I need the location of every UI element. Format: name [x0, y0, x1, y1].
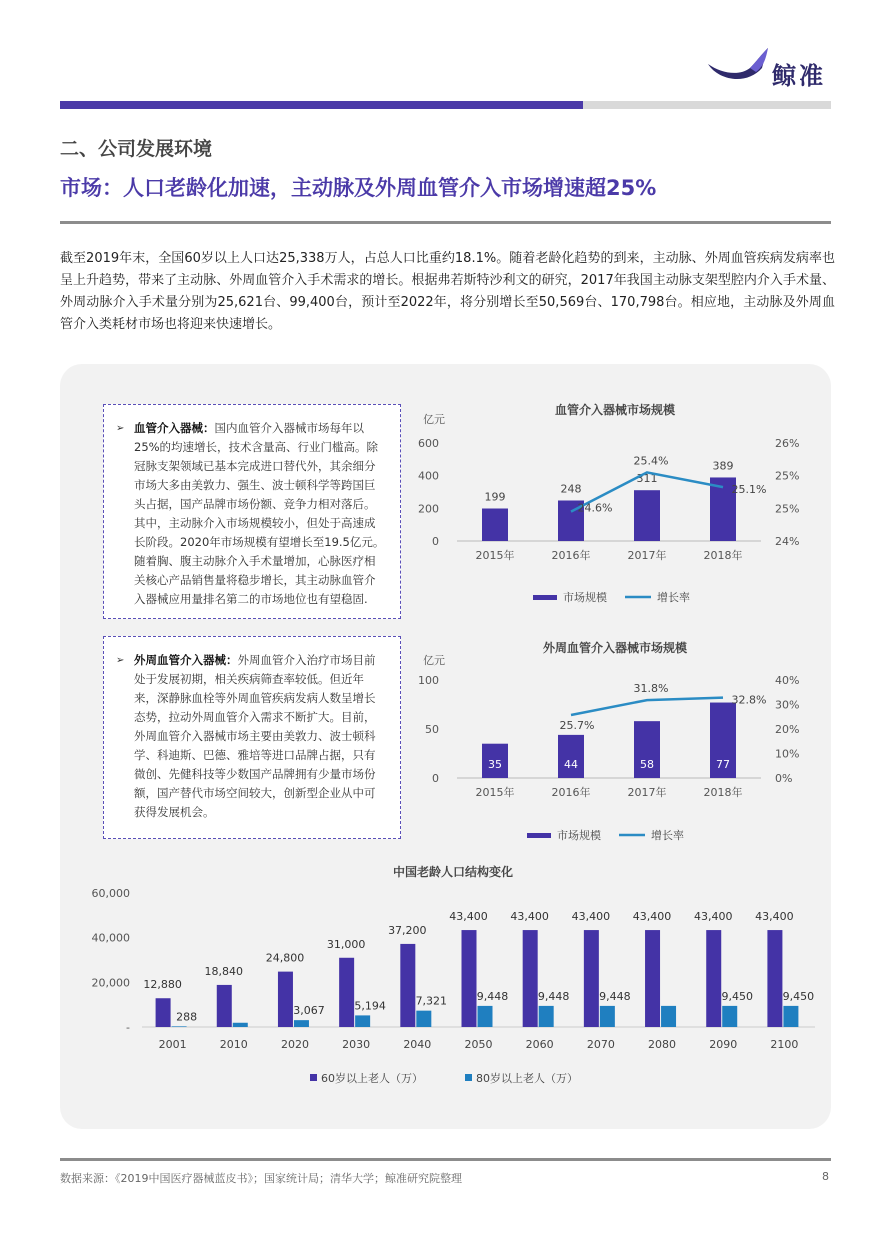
legend-label-line: 增长率 [651, 829, 684, 842]
bar-data-label: 77 [716, 758, 730, 771]
x-tick-label: 2001 [158, 1038, 187, 1051]
bar-60-plus [339, 958, 354, 1027]
y-left-tick: 400 [418, 469, 439, 483]
y-tick-label: 40,000 [91, 931, 130, 945]
bar-60-plus [462, 930, 477, 1027]
bar-data-label: 9,448 [537, 989, 570, 1003]
x-tick-label: 2018年 [703, 786, 743, 799]
legend-swatch-60 [310, 1074, 317, 1081]
intro-paragraph: 截至2019年末，全国60岁以上人口达25,338万人，占总人口比重约18.1%。随着老龄化趋势的到来，主动脉、外周血管疾病发病率也呈上升趋势，带来了主动脉、外周血管介入手术需求的增长。根据弗若斯特沙利文的研究，2017年我国主动脉支架型腔内介入手术量、外周动脉介入手术量分别为25,621台、99,400台，预计至2022年，将分别增长至50,569台、170,798台。相应地，主动脉及外周血管介入类耗材市场也将迎来快速增长。 [60, 251, 835, 332]
x-tick-label: 2070 [586, 1038, 615, 1051]
y-left-tick: 0 [432, 772, 439, 785]
x-tick-label: 2016年 [551, 786, 591, 799]
x-tick-label: 2010 [219, 1038, 248, 1051]
bar-60-plus [400, 944, 415, 1027]
bar-data-label: 9,450 [721, 989, 753, 1003]
y-tick-label: 20,000 [91, 976, 130, 990]
y-right-tick: 30% [775, 698, 800, 712]
box2-title: 外周血管介入器械： [134, 653, 238, 667]
x-tick-label: 2017年 [627, 786, 667, 799]
bar-data-label: 18,840 [204, 964, 244, 978]
y-unit-label: 亿元 [423, 413, 445, 426]
bar-data-label: 24,800 [265, 951, 305, 965]
bar-market-size [558, 735, 584, 778]
bar-60-plus [278, 972, 293, 1027]
y-right-tick: 26% [775, 437, 800, 450]
legend-label-80: 80岁以上老人（万） [476, 1072, 578, 1085]
y-right-tick: 25% [775, 502, 800, 516]
y-right-tick: 0% [775, 772, 793, 785]
bar-data-label: 9,448 [476, 989, 509, 1003]
footer-divider [60, 1158, 831, 1161]
bar-data-label: 43,400 [632, 910, 672, 924]
bar-data-label: 37,200 [388, 923, 427, 937]
bar-data-label: 43,400 [510, 910, 549, 924]
legend-label-bar: 市场规模 [557, 829, 601, 842]
x-tick-label: 2060 [525, 1038, 554, 1051]
bar-80-plus [172, 1026, 187, 1027]
logo-text: 鲸准 [772, 62, 826, 90]
x-tick-label: 2040 [403, 1038, 432, 1051]
bar-80-plus [783, 1006, 798, 1027]
bar-60-plus [217, 985, 232, 1027]
legend-label-bar: 市场规模 [563, 591, 607, 604]
line-data-label: 32.8% [731, 693, 767, 707]
x-tick-label: 2017年 [627, 549, 667, 562]
arrow-bullet-icon: ➢ [116, 655, 125, 666]
x-tick-label: 2100 [770, 1038, 799, 1051]
y-right-tick: 24% [775, 535, 800, 548]
bar-data-label: 44 [564, 758, 578, 771]
bar-80-plus [233, 1023, 248, 1027]
bar-80-plus [600, 1006, 615, 1027]
box1-title: 血管介入器械： [134, 421, 215, 435]
bar-data-label: 248 [560, 482, 582, 496]
legend-swatch-bar [527, 833, 551, 838]
bar-80-plus [355, 1015, 370, 1027]
bar-data-label: 389 [712, 459, 734, 473]
page-headline: 市场：人口老龄化加速，主动脉及外周血管介入市场增速超25% [60, 176, 657, 200]
bar-80-plus [661, 1006, 676, 1027]
y-left-tick: 50 [425, 723, 439, 736]
x-tick-label: 2090 [709, 1038, 738, 1051]
legend-swatch-80 [465, 1074, 472, 1081]
bar-80-plus [416, 1011, 431, 1027]
x-tick-label: 2050 [464, 1038, 493, 1051]
bar-data-label: 199 [484, 490, 506, 504]
x-tick-label: 2016年 [551, 549, 591, 562]
x-tick-label: 2080 [648, 1038, 677, 1051]
bar-data-label: 288 [176, 1010, 198, 1024]
page-number: 8 [822, 1170, 829, 1183]
bar-60-plus [523, 930, 538, 1027]
y-right-tick: 20% [775, 723, 800, 736]
bar-data-label: 9,448 [599, 989, 631, 1003]
y-left-tick: 200 [418, 502, 439, 516]
bar-80-plus [294, 1020, 309, 1027]
bar-data-label: 7,321 [415, 994, 448, 1008]
bar-60-plus [645, 930, 660, 1027]
footer-source: 数据来源：《2019中国医疗器械蓝皮书》；国家统计局；清华大学；鲸准研究院整理 [60, 1172, 462, 1185]
bar-data-label: 58 [640, 758, 654, 771]
bar-data-label: 43,400 [449, 910, 488, 924]
y-left-tick: 100 [418, 674, 439, 687]
bar-data-label: 43,400 [571, 910, 611, 924]
y-right-tick: 10% [775, 747, 800, 761]
line-data-label: 25.7% [559, 719, 595, 733]
bar-80-plus [478, 1006, 493, 1027]
box2-text: 外周血管介入治疗市场目前处于发展初期，相关疾病筛查率较低。但近年来，深静脉血栓等外周血管疾病发病人数呈增长态势，拉动外周血管介入需求不断扩大。目前，外周血管介入器械市场主要由美敦力、波士顿科学、科迪斯、巴德、雅培等进口品牌占据，只有微创、先健科技等少数国产品牌拥有少量市场份额，国产替代市场空间较大，创新型企业从中可获得发展机会。 [134, 653, 376, 819]
x-tick-label: 2030 [342, 1038, 371, 1051]
peripheral-market-chart [405, 632, 825, 847]
section-title: 二、公司发展环境 [60, 138, 213, 160]
headline-divider [60, 221, 831, 224]
legend-swatch-bar [533, 595, 557, 600]
bar-data-label: 3,067 [293, 1004, 325, 1018]
bar-data-label: 31,000 [326, 937, 366, 951]
y-tick-label: - [126, 1021, 130, 1034]
header-progress-bar [60, 101, 831, 109]
bar-data-label: 43,400 [755, 910, 794, 924]
bar-80-plus [539, 1006, 554, 1027]
aging-population-chart [80, 858, 820, 1098]
vascular-intervention-textbox [103, 404, 401, 619]
bar-60-plus [156, 998, 171, 1027]
chart-title: 中国老龄人口结构变化 [392, 865, 514, 879]
bar-market-size [634, 490, 660, 541]
x-tick-label: 2018年 [703, 549, 743, 562]
y-left-tick: 0 [432, 535, 439, 548]
bar-data-label: 12,880 [143, 978, 182, 992]
y-right-tick: 25% [775, 469, 800, 483]
chart-title: 外周血管介入器械市场规模 [542, 641, 688, 655]
line-data-label: 25.1% [731, 483, 767, 497]
x-tick-label: 2015年 [475, 786, 515, 799]
line-data-label: 31.8% [633, 682, 669, 696]
bar-data-label: 35 [488, 758, 502, 771]
line-data-label: 24.6% [577, 501, 613, 515]
x-tick-label: 2015年 [475, 549, 515, 562]
bar-market-size [482, 508, 508, 541]
box1-text: 国内血管介入器械市场每年以25%的均速增长，技术含量高、行业门槛高。除冠脉支架领域已基本完成进口替代外，其余细分市场大多由美敦力、强生、波士顿科学等跨国巨头占据，国产品牌市场份额、竞争力相对落后。其中，主动脉介入市场规模较小，但处于高速成长阶段。2020年市场规模有望增长至19.5亿元。随着胸、腹主动脉介入手术量增加，心脉医疗相关核心产品销售量将稳步增长，其主动脉血管介入器械应用量排名第二的市场地位也有望稳固. [134, 421, 385, 606]
y-unit-label: 亿元 [423, 654, 445, 667]
bar-60-plus [584, 930, 599, 1027]
y-tick-label: 60,000 [91, 887, 130, 900]
bar-60-plus [767, 930, 782, 1027]
bar-data-label: 5,194 [354, 999, 386, 1013]
bar-data-label: 311 [636, 472, 658, 486]
whale-logo-icon [706, 46, 770, 88]
vascular-market-chart [405, 395, 825, 615]
x-tick-label: 2020 [280, 1038, 309, 1051]
growth-rate-line [571, 698, 723, 715]
bar-data-label: 9,450 [782, 989, 815, 1003]
legend-label-60: 60岁以上老人（万） [321, 1072, 423, 1085]
bar-80-plus [722, 1006, 737, 1027]
bar-60-plus [706, 930, 721, 1027]
y-right-tick: 40% [775, 674, 800, 687]
line-data-label: 25.4% [633, 454, 669, 468]
peripheral-intervention-textbox [103, 636, 401, 839]
chart-title: 血管介入器械市场规模 [554, 403, 676, 417]
bar-data-label: 43,400 [693, 910, 733, 924]
legend-label-line: 增长率 [657, 591, 690, 604]
y-left-tick: 600 [418, 437, 439, 450]
arrow-bullet-icon: ➢ [116, 423, 125, 434]
